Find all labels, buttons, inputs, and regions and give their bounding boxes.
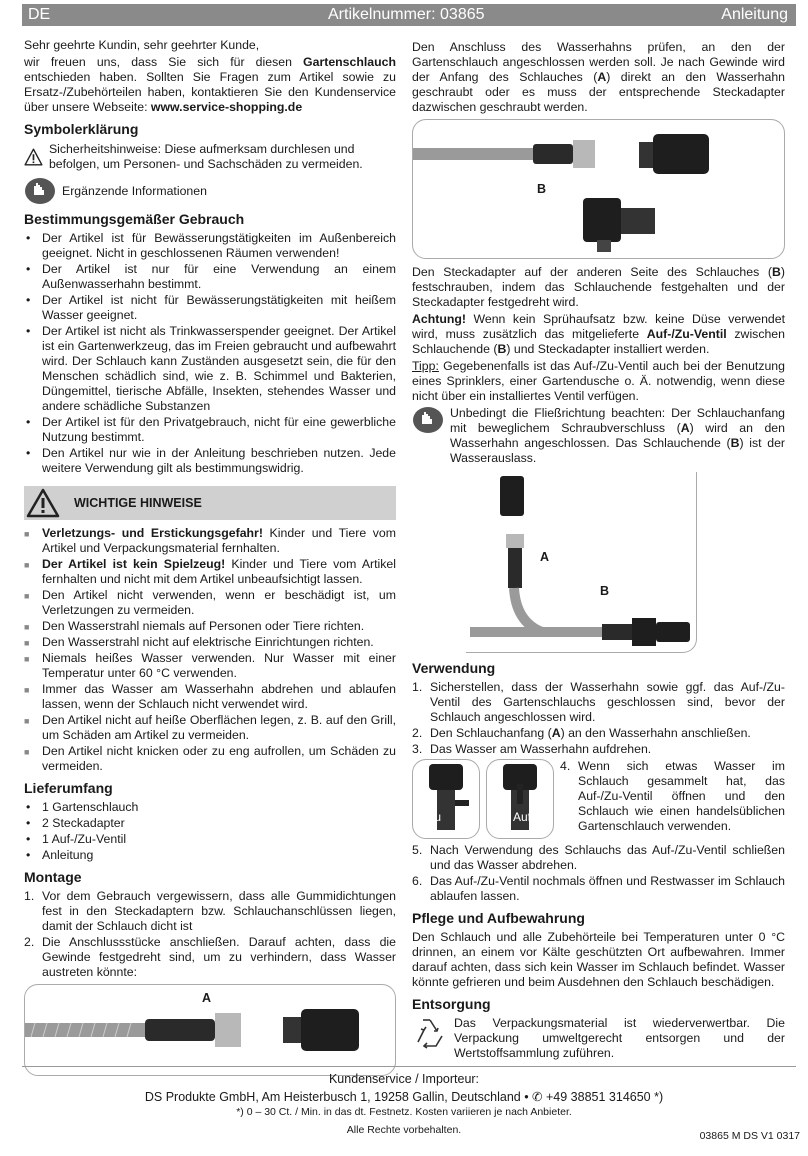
left-column xyxy=(24,38,396,1076)
list-item: 4. Wenn sich etwas Wasser im Schlauch gesammelt hat, das Auf-/Zu-Ventil öffnen und den Schlauch wie einen handelsüblichen Gartenschlauch verwenden. xyxy=(560,759,785,833)
footer-service: Kundenservice / Importeur: xyxy=(328,1072,480,1086)
footer-rights: Alle Rechte vorbehalten. xyxy=(346,1124,462,1136)
figure-label-b: B xyxy=(537,182,547,196)
right-column xyxy=(412,40,785,1065)
list-item: ■ Den Wasserstrahl nicht auf elektrische Einrichtungen richten. xyxy=(24,635,396,650)
care-title: Pflege und Aufbewahrung xyxy=(412,910,585,926)
list-item: ■ Immer das Wasser am Wasserhahn abdrehen und ablaufen lassen, wenn der Schlauch nicht verwendet wird. xyxy=(24,682,396,712)
document-code: 03865 M DS V1 0317 xyxy=(699,1130,800,1142)
list-item: • Den Artikel nur wie in der Anleitung beschrieben nutzen. Jede weitere Verwendung gilt als bestimmungswidrig. xyxy=(24,446,396,476)
warning-list xyxy=(24,526,396,774)
valve-closed-illustration xyxy=(413,760,479,838)
valve-open-label: Auf xyxy=(513,810,532,824)
usage-list-continued xyxy=(412,843,785,904)
footer-note: *) 0 – 30 Ct. / Min. in das dt. Festnetz. Kosten variieren je nach Anbieter. xyxy=(236,1106,572,1118)
usage-title: Verwendung xyxy=(412,660,496,676)
hose-connector-photo-b xyxy=(412,119,785,259)
footer-divider xyxy=(22,1066,796,1067)
figure-label-a: A xyxy=(540,550,550,564)
list-item: ■ Niemals heißes Wasser verwenden. Nur Wasser mit einer Temperatur unter 60 °C verwenden. xyxy=(24,651,396,681)
tip-note: Tipp: Gegebenenfalls ist das Auf-/Zu-Ventil auch bei der Benutzung eines Sprinklers, einer Gartendusche o. Ä. notwendig, wenn diese nicht über ein installiertes Ventil verfügen. xyxy=(412,359,785,403)
disposal-title: Entsorgung xyxy=(412,996,491,1012)
list-item: 2. Die Anschlussstücke anschließen. Darauf achten, dass die Gewinde festgedreht sind, um zu verhindern, dass Wasser austreten könnte: xyxy=(24,935,396,979)
figure-label-b: B xyxy=(600,584,610,598)
list-item: ■ Der Artikel ist kein Spielzeug! Kinder und Tiere vom Artikel fernhalten und nicht mit dem Artikel unbeaufsichtigt lassen. xyxy=(24,557,396,587)
mount-list xyxy=(24,889,396,980)
warning-triangle-icon xyxy=(24,141,43,173)
scope-list xyxy=(24,800,396,863)
footer-company: DS Produkte GmbH, Am Heisterbusch 1, 19258 Gallin, Deutschland • ✆ +49 38851 314650 *) xyxy=(144,1090,664,1104)
valve-step xyxy=(412,759,785,839)
paragraph: Den Anschluss des Wasserhahns prüfen, an den der Gartenschlauch angeschlossen werden soll. Je nach Gewinde wird der Anfang des Schlauches (A) direkt an den Wasserhahn geschraubt oder es muss der entsprechende Steckadapter dazwischen geschraubt werden. xyxy=(412,40,785,114)
hand-info-icon xyxy=(412,406,444,434)
list-item: ■ Den Artikel nicht knicken oder zu eng aufrollen, um Schäden zu vermeiden. xyxy=(24,744,396,774)
list-item: • Der Artikel ist für den Privatgebrauch, nicht für eine gewerbliche Nutzung bestimmt. xyxy=(24,415,396,445)
list-item: • Der Artikel ist nicht als Trinkwasserspender geeignet. Der Artikel ist ein Gartenwerkzeug, das im Freien gebraucht und aufbewahrt wird. Der Schlauch kann Zuständen ausgesetzt sein, die für den Menschen schädlich sind, wie z. B. Schimmel und Bakterien, Düngemittel, tierische Abfälle, Insekten, stehendes Wasser und andere schädliche Substanzen xyxy=(24,324,396,414)
list-item: ■ Den Artikel nicht verwenden, wenn er beschädigt ist, um Verletzungen zu vermeiden. xyxy=(24,588,396,618)
info-note: Unbedingt die Fließrichtung beachten: Der Schlauchanfang mit beweglichem Schraubverschluss (A) wird an den Wasserhahn angeschlossen. Das Schlauchende (B) ist der Wasserauslass. xyxy=(412,406,785,466)
list-item: • 2 Steckadapter xyxy=(24,816,396,831)
intro: wir freuen uns, dass Sie sich für diesen Gartenschlauch entschieden haben. Sollten Sie Fragen zum Artikel sowie zu Ersatz-/Zubehörteilen haben, kontaktieren Sie den Kundenservice über unsere Webseite: www.service-shopping.de xyxy=(24,55,396,114)
adapter-illustration xyxy=(413,120,783,258)
symbol-warning: Sicherheitshinweise: Diese aufmerksam durchlesen und befolgen, um Personen- und Sachschäden zu vermeiden. xyxy=(24,141,396,173)
usage-list xyxy=(412,680,785,757)
symbol-info: Ergänzende Informationen xyxy=(24,177,396,205)
use-title: Bestimmungsgemäßer Gebrauch xyxy=(24,211,245,227)
list-item: 3. Das Wasser am Wasserhahn aufdrehen. xyxy=(412,742,652,756)
valve-open-illustration xyxy=(487,760,553,838)
mount-title: Montage xyxy=(24,869,82,885)
scope-title: Lieferumfang xyxy=(24,780,113,796)
care-text: Den Schlauch und alle Zubehörteile bei Temperaturen unter 0 °C drinnen, an einem vor Kälte geschützten Ort aufbewahren. Immer darauf achten, dass sich kein Wasser im Schlauch befindet. Wasser könnte gefrieren und beim Ausdehnen den Schlauch beschädigen. xyxy=(412,930,785,989)
list-item: • Anleitung xyxy=(24,848,396,863)
valve-closed-label: Zu xyxy=(427,810,442,824)
hand-info-icon xyxy=(24,177,56,205)
attention-note: Achtung! Wenn kein Sprühaufsatz bzw. keine Düse verwendet wird, muss zusätzlich das mitgelieferte Auf-/Zu-Ventil zwischen Schlauchende (B) und Steckadapter installiert werden. xyxy=(412,312,785,356)
document-title: Anleitung xyxy=(721,6,788,23)
disposal-note: Das Verpackungsmaterial ist wiederverwertbar. Die Verpackung umweltgerecht entsorgen und der Wertstoffsammlung zuführen. xyxy=(412,1016,785,1061)
list-item: 2. Den Schlauchanfang (A) an den Wasserhahn anschließen. xyxy=(412,726,751,740)
flow-direction-photo xyxy=(412,472,785,654)
list-item: ■ Den Artikel nicht auf heiße Oberflächen legen, z. B. auf den Grill, um Schäden am Artikel zu vermeiden. xyxy=(24,713,396,743)
recycling-icon xyxy=(412,1016,448,1050)
warning-triangle-icon xyxy=(26,488,60,518)
list-item: 1. Vor dem Gebrauch vergewissern, dass alle Gummidichtungen fest in den Steckadaptern bzw. Schlauchanschlüssen liegen, damit der Schlauch dicht ist xyxy=(24,889,396,933)
hose-flow-illustration xyxy=(412,472,712,654)
paragraph: Den Steckadapter auf der anderen Seite des Schlauches (B) festschrauben, indem das Schlauchende festgehalten und der Steckadapter festgedreht wird. xyxy=(412,265,785,309)
figure-label-a: A xyxy=(202,991,212,1005)
hose-fitting-illustration xyxy=(25,985,395,1075)
header-bar xyxy=(22,4,796,26)
symbol-title: Symbolerklärung xyxy=(24,121,139,137)
website-link[interactable]: www.service-shopping.de xyxy=(150,100,303,114)
list-item: • Der Artikel ist für Bewässerungstätigkeiten im Außenbereich geeignet. Nicht in geschlossenen Räumen verwenden! xyxy=(24,231,396,261)
list-item: • Der Artikel ist nur für eine Verwendung an einem Außenwasserhahn bestimmt. xyxy=(24,262,396,292)
language-code: DE xyxy=(28,6,51,23)
list-item: 5. Nach Verwendung des Schlauchs das Auf-/Zu-Ventil schließen und das Wasser abdrehen. xyxy=(412,843,785,872)
use-list xyxy=(24,231,396,476)
list-item: ■ Den Wasserstrahl niemals auf Personen oder Tiere richten. xyxy=(24,619,396,634)
important-notes-banner: WICHTIGE HINWEISE xyxy=(24,486,396,520)
valve-open-photo xyxy=(486,759,554,839)
greeting: Sehr geehrte Kundin, sehr geehrter Kunde, xyxy=(24,38,260,52)
valve-closed-photo xyxy=(412,759,480,839)
list-item: • 1 Gartenschlauch xyxy=(24,800,396,815)
article-number: Artikelnummer: 03865 xyxy=(328,6,485,23)
list-item: 1. Sicherstellen, dass der Wasserhahn sowie ggf. das Auf-/Zu-Ventil des Gartenschlauchs geschlossen sind, bevor der Schlauch angeschlossen wird. xyxy=(412,680,785,724)
list-item: 6. Das Auf-/Zu-Ventil nochmals öffnen und Restwasser im Schlauch ablaufen lassen. xyxy=(412,874,785,903)
list-item: • 1 Auf-/Zu-Ventil xyxy=(24,832,396,847)
list-item: ■ Verletzungs- und Erstickungsgefahr! Kinder und Tiere vom Artikel und Verpackungsmaterial fernhalten. xyxy=(24,526,396,556)
hose-connector-photo-a xyxy=(24,984,396,1076)
list-item: • Der Artikel ist nicht für Bewässerungstätigkeiten mit heißem Wasser geeignet. xyxy=(24,293,396,323)
